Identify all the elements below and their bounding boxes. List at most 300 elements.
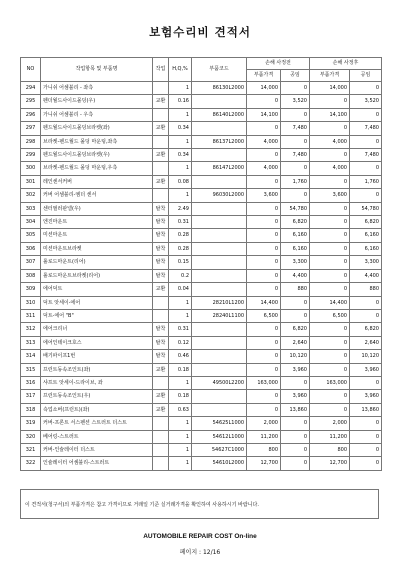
row-item: 펜드월드사이드몰딩브라켓(좌): [41, 122, 153, 135]
row-work: 탈착: [153, 323, 169, 336]
row-no: 296: [21, 108, 41, 121]
row-hqty: 1: [169, 82, 192, 95]
row-hqty: 0.28: [169, 242, 192, 255]
row-hqty: 0.46: [169, 350, 192, 363]
row-after-parts-price: 0: [310, 403, 350, 416]
row-part-code: [192, 363, 247, 376]
row-no: 297: [21, 122, 41, 135]
row-part-code: [192, 350, 247, 363]
row-no: 304: [21, 216, 41, 229]
row-hqty: 0.31: [169, 216, 192, 229]
row-before-labor: 3,960: [281, 390, 310, 403]
header-part-code: 부품코드: [192, 58, 247, 82]
row-work: [153, 108, 169, 121]
row-before-parts-price: 4,000: [247, 135, 281, 148]
table-row: [21, 189, 382, 202]
row-hqty: 1: [169, 376, 192, 389]
table-row: [21, 350, 382, 363]
row-before-labor: 0: [281, 296, 310, 309]
row-no: 318: [21, 403, 41, 416]
row-no: 306: [21, 242, 41, 255]
table-row: [21, 403, 382, 416]
row-before-parts-price: 4,000: [247, 162, 281, 175]
row-hqty: 1: [169, 162, 192, 175]
header-item: 작업항목 및 부품명: [41, 58, 153, 82]
row-hqty: 1: [169, 189, 192, 202]
row-after-labor: 880: [350, 283, 382, 296]
header-before-parts-price: 부품가격: [247, 70, 281, 82]
header-before-labor: 공임: [281, 70, 310, 82]
row-item: 에어인테이크호스: [41, 336, 153, 349]
estimate-table: [20, 57, 382, 471]
row-no: 314: [21, 350, 41, 363]
row-before-labor: 3,960: [281, 363, 310, 376]
table-row: [21, 175, 382, 188]
row-after-parts-price: 0: [310, 350, 350, 363]
row-before-labor: 0: [281, 457, 310, 470]
row-before-parts-price: 0: [247, 336, 281, 349]
row-item: 프런트동속조인트(좌): [41, 363, 153, 376]
row-part-code: 86137L2000: [192, 135, 247, 148]
row-item: 롤로드마운트(리어): [41, 256, 153, 269]
row-item: 레인센서커버: [41, 175, 153, 188]
header-after-labor: 공임: [350, 70, 382, 82]
row-part-code: 86130L2000: [192, 82, 247, 95]
row-part-code: 54610L2000: [192, 457, 247, 470]
table-row: [21, 457, 382, 470]
row-hqty: 0.08: [169, 175, 192, 188]
row-item: 에어크리너: [41, 323, 153, 336]
row-before-labor: 0: [281, 135, 310, 148]
row-work: 탈착: [153, 336, 169, 349]
document-title: 보험수리비 견적서: [149, 25, 251, 39]
row-after-parts-price: 6,500: [310, 309, 350, 322]
row-work: 탈착: [153, 242, 169, 255]
row-work: [153, 189, 169, 202]
row-work: 탈착: [153, 350, 169, 363]
row-part-code: 86140L2000: [192, 108, 247, 121]
row-before-labor: 7,480: [281, 149, 310, 162]
row-item: 커버-인슐레이터 더스트: [41, 443, 153, 456]
row-after-labor: 0: [350, 309, 382, 322]
row-work: 교환: [153, 403, 169, 416]
table-row: [21, 149, 382, 162]
row-after-labor: 0: [350, 376, 382, 389]
row-after-labor: 3,960: [350, 390, 382, 403]
row-hqty: 0.15: [169, 256, 192, 269]
row-before-labor: 7,480: [281, 122, 310, 135]
row-after-parts-price: 4,000: [310, 135, 350, 148]
row-hqty: 1: [169, 457, 192, 470]
row-after-labor: 0: [350, 296, 382, 309]
row-before-labor: 3,300: [281, 256, 310, 269]
row-before-labor: 6,820: [281, 216, 310, 229]
row-before-labor: 13,860: [281, 403, 310, 416]
row-item: 인슐레이터 어셈블리-스트러트: [41, 457, 153, 470]
row-before-parts-price: 3,600: [247, 189, 281, 202]
row-hqty: 0.34: [169, 122, 192, 135]
row-before-parts-price: 0: [247, 350, 281, 363]
row-no: 316: [21, 376, 41, 389]
row-before-labor: 0: [281, 82, 310, 95]
row-after-parts-price: 0: [310, 95, 350, 108]
row-item: 가니쉬 어셈블리 - 우측: [41, 108, 153, 121]
row-item: 펜드월드사이드몰딩브라켓(우): [41, 149, 153, 162]
row-no: 303: [21, 202, 41, 215]
row-no: 298: [21, 135, 41, 148]
row-work: [153, 296, 169, 309]
row-before-parts-price: 0: [247, 363, 281, 376]
row-before-parts-price: 0: [247, 202, 281, 215]
row-before-labor: 0: [281, 162, 310, 175]
row-after-labor: 0: [350, 82, 382, 95]
row-after-labor: 54,780: [350, 202, 382, 215]
row-hqty: 1: [169, 309, 192, 322]
estimate-rows: [21, 82, 382, 471]
table-row: [21, 443, 382, 456]
row-after-parts-price: 11,200: [310, 430, 350, 443]
table-row: [21, 162, 382, 175]
row-no: 299: [21, 149, 41, 162]
row-before-parts-price: 0: [247, 95, 281, 108]
row-work: 교환: [153, 390, 169, 403]
row-before-parts-price: 0: [247, 149, 281, 162]
row-before-parts-price: 14,100: [247, 108, 281, 121]
row-work: 교환: [153, 149, 169, 162]
table-row: [21, 390, 382, 403]
row-part-code: [192, 175, 247, 188]
row-hqty: 0.34: [169, 149, 192, 162]
table-row: [21, 417, 382, 430]
row-part-code: [192, 390, 247, 403]
row-after-parts-price: 3,600: [310, 189, 350, 202]
row-hqty: 1: [169, 108, 192, 121]
row-work: [153, 309, 169, 322]
header-after-parts-price: 부품가격: [310, 70, 350, 82]
row-before-parts-price: 800: [247, 443, 281, 456]
row-work: 교환: [153, 122, 169, 135]
row-no: 295: [21, 95, 41, 108]
row-after-parts-price: 800: [310, 443, 350, 456]
row-before-parts-price: 0: [247, 175, 281, 188]
row-item: 브라켓-펜드월드 몰딩 마운팅,좌측: [41, 135, 153, 148]
row-after-labor: 0: [350, 457, 382, 470]
row-no: 321: [21, 443, 41, 456]
row-after-labor: 4,400: [350, 269, 382, 282]
row-after-parts-price: 0: [310, 256, 350, 269]
row-part-code: [192, 149, 247, 162]
row-after-labor: 6,160: [350, 229, 382, 242]
table-row: [21, 309, 382, 322]
row-after-parts-price: 2,000: [310, 417, 350, 430]
row-item: 베어링-스트러트: [41, 430, 153, 443]
table-row: [21, 242, 382, 255]
row-before-parts-price: 0: [247, 390, 281, 403]
row-before-parts-price: 11,200: [247, 430, 281, 443]
row-part-code: [192, 256, 247, 269]
row-no: 310: [21, 296, 41, 309]
row-work: 탈착: [153, 202, 169, 215]
row-after-labor: 7,480: [350, 149, 382, 162]
table-row: [21, 269, 382, 282]
row-before-parts-price: 0: [247, 229, 281, 242]
row-part-code: [192, 229, 247, 242]
row-before-labor: 6,160: [281, 229, 310, 242]
row-after-labor: 3,300: [350, 256, 382, 269]
row-work: 탈착: [153, 256, 169, 269]
row-after-parts-price: 0: [310, 149, 350, 162]
row-no: 315: [21, 363, 41, 376]
row-work: 교환: [153, 175, 169, 188]
row-item: 미션마운트브라켓: [41, 242, 153, 255]
table-row: [21, 202, 382, 215]
row-before-labor: 1,760: [281, 175, 310, 188]
row-hqty: 2.49: [169, 202, 192, 215]
row-item: 펜더월드사이드몰딩(우): [41, 95, 153, 108]
row-work: [153, 457, 169, 470]
row-after-parts-price: 0: [310, 242, 350, 255]
row-work: [153, 162, 169, 175]
row-part-code: [192, 216, 247, 229]
row-before-parts-price: 0: [247, 269, 281, 282]
row-item: 커버-프론트 서스펜션 스트러트 더스트: [41, 417, 153, 430]
row-after-parts-price: 0: [310, 390, 350, 403]
row-part-code: [192, 242, 247, 255]
row-part-code: 54625L1000: [192, 417, 247, 430]
table-row: [21, 135, 382, 148]
row-part-code: [192, 95, 247, 108]
row-before-parts-price: 2,000: [247, 417, 281, 430]
row-no: 313: [21, 336, 41, 349]
row-work: [153, 443, 169, 456]
row-part-code: [192, 323, 247, 336]
row-after-parts-price: 0: [310, 229, 350, 242]
row-after-parts-price: 0: [310, 202, 350, 215]
row-before-parts-price: 0: [247, 216, 281, 229]
row-hqty: 0.18: [169, 363, 192, 376]
row-part-code: 96030L2000: [192, 189, 247, 202]
row-before-labor: 0: [281, 189, 310, 202]
row-no: 320: [21, 430, 41, 443]
row-hqty: 1: [169, 135, 192, 148]
row-no: 322: [21, 457, 41, 470]
row-hqty: 0.2: [169, 269, 192, 282]
row-after-labor: 3,960: [350, 363, 382, 376]
row-after-labor: 13,860: [350, 403, 382, 416]
row-work: [153, 82, 169, 95]
row-after-labor: 2,640: [350, 336, 382, 349]
row-before-parts-price: 0: [247, 283, 281, 296]
row-work: 탈착: [153, 216, 169, 229]
row-item: 브라켓-펜드월드 몰딩 마운팅,우측: [41, 162, 153, 175]
row-before-parts-price: 12,700: [247, 457, 281, 470]
row-before-labor: 0: [281, 108, 310, 121]
row-no: 305: [21, 229, 41, 242]
row-no: 309: [21, 283, 41, 296]
table-row: [21, 376, 382, 389]
row-hqty: 0.28: [169, 229, 192, 242]
row-before-parts-price: 0: [247, 122, 281, 135]
row-part-code: [192, 336, 247, 349]
header-hqty: H,Q,%: [169, 58, 192, 82]
table-row: [21, 95, 382, 108]
row-before-parts-price: 14,400: [247, 296, 281, 309]
row-hqty: 1: [169, 443, 192, 456]
table-row: [21, 82, 382, 95]
row-after-parts-price: 163,000: [310, 376, 350, 389]
row-hqty: 0.31: [169, 323, 192, 336]
row-no: 307: [21, 256, 41, 269]
table-row: [21, 256, 382, 269]
row-hqty: 0.16: [169, 95, 192, 108]
row-part-code: 54627C1000: [192, 443, 247, 456]
row-after-parts-price: 0: [310, 175, 350, 188]
row-part-code: 86147L2000: [192, 162, 247, 175]
row-no: 317: [21, 390, 41, 403]
row-no: 301: [21, 175, 41, 188]
row-no: 311: [21, 309, 41, 322]
row-no: 319: [21, 417, 41, 430]
row-before-labor: 3,520: [281, 95, 310, 108]
row-part-code: 49500L2200: [192, 376, 247, 389]
row-after-parts-price: 0: [310, 323, 350, 336]
row-before-labor: 10,120: [281, 350, 310, 363]
row-item: 엔진마운트: [41, 216, 153, 229]
row-work: [153, 376, 169, 389]
row-hqty: 1: [169, 296, 192, 309]
row-before-labor: 0: [281, 417, 310, 430]
row-before-labor: 880: [281, 283, 310, 296]
row-work: 교환: [153, 95, 169, 108]
row-item: 롤로드마운트브라켓(리어): [41, 269, 153, 282]
row-after-labor: 6,160: [350, 242, 382, 255]
row-item: 에어덕트: [41, 283, 153, 296]
row-before-parts-price: 163,000: [247, 376, 281, 389]
header-no: NO: [21, 58, 41, 82]
page-number: 페이지 : 12/16: [179, 549, 221, 556]
row-item: 덕트 앗세이-에어: [41, 296, 153, 309]
row-before-labor: 0: [281, 430, 310, 443]
row-before-labor: 6,160: [281, 242, 310, 255]
row-after-labor: 0: [350, 443, 382, 456]
row-work: [153, 417, 169, 430]
row-after-parts-price: 0: [310, 122, 350, 135]
row-before-parts-price: 0: [247, 403, 281, 416]
table-row: [21, 363, 382, 376]
row-part-code: [192, 122, 247, 135]
row-item: 프런트동속조인트(우): [41, 390, 153, 403]
row-before-parts-price: 0: [247, 242, 281, 255]
row-before-labor: 0: [281, 443, 310, 456]
row-part-code: [192, 283, 247, 296]
row-after-labor: 0: [350, 135, 382, 148]
row-hqty: 0.63: [169, 403, 192, 416]
row-after-labor: 3,520: [350, 95, 382, 108]
row-after-labor: 7,480: [350, 122, 382, 135]
table-row: [21, 336, 382, 349]
row-before-labor: 0: [281, 376, 310, 389]
row-hqty: 0.04: [169, 283, 192, 296]
row-work: 탈착: [153, 269, 169, 282]
row-hqty: 0.18: [169, 390, 192, 403]
row-item: 배기파이프1번: [41, 350, 153, 363]
row-after-parts-price: 0: [310, 336, 350, 349]
row-part-code: [192, 403, 247, 416]
row-no: 312: [21, 323, 41, 336]
row-work: 탈착: [153, 229, 169, 242]
row-part-code: 28210L1200: [192, 296, 247, 309]
row-after-labor: 6,820: [350, 323, 382, 336]
row-item: 미션마운트: [41, 229, 153, 242]
row-after-labor: 0: [350, 162, 382, 175]
row-before-parts-price: 6,500: [247, 309, 281, 322]
table-row: [21, 283, 382, 296]
row-no: 294: [21, 82, 41, 95]
row-part-code: 54612L1000: [192, 430, 247, 443]
row-item: 가니쉬 어셈블리 - 좌측: [41, 82, 153, 95]
row-after-parts-price: 0: [310, 216, 350, 229]
row-no: 302: [21, 189, 41, 202]
row-part-code: 28240L1100: [192, 309, 247, 322]
table-row: [21, 108, 382, 121]
row-after-parts-price: 14,400: [310, 296, 350, 309]
row-no: 300: [21, 162, 41, 175]
table-row: [21, 122, 382, 135]
table-row: [21, 216, 382, 229]
row-work: 교환: [153, 283, 169, 296]
header-before-adjustment: 손해 사정전: [247, 58, 310, 70]
row-work: [153, 430, 169, 443]
row-before-labor: 4,400: [281, 269, 310, 282]
row-before-labor: 6,820: [281, 323, 310, 336]
row-after-labor: 0: [350, 108, 382, 121]
row-hqty: 0.12: [169, 336, 192, 349]
row-item: 덕트-에어 "B": [41, 309, 153, 322]
row-before-labor: 54,780: [281, 202, 310, 215]
row-no: 308: [21, 269, 41, 282]
row-after-labor: 0: [350, 430, 382, 443]
row-after-parts-price: 0: [310, 363, 350, 376]
row-after-parts-price: 14,100: [310, 108, 350, 121]
row-hqty: 1: [169, 430, 192, 443]
row-before-parts-price: 14,000: [247, 82, 281, 95]
row-work: 교환: [153, 363, 169, 376]
row-item: 커버 어셈블리-엠더 센서: [41, 189, 153, 202]
row-after-parts-price: 4,000: [310, 162, 350, 175]
row-after-parts-price: 0: [310, 269, 350, 282]
row-after-labor: 6,820: [350, 216, 382, 229]
row-before-parts-price: 0: [247, 256, 281, 269]
row-after-labor: 0: [350, 417, 382, 430]
row-after-parts-price: 14,000: [310, 82, 350, 95]
row-before-labor: 2,640: [281, 336, 310, 349]
row-before-parts-price: 0: [247, 323, 281, 336]
row-after-labor: 0: [350, 189, 382, 202]
row-after-labor: 1,760: [350, 175, 382, 188]
table-row: [21, 229, 382, 242]
row-after-labor: 10,120: [350, 350, 382, 363]
row-part-code: [192, 202, 247, 215]
table-row: [21, 296, 382, 309]
row-part-code: [192, 269, 247, 282]
row-before-labor: 0: [281, 309, 310, 322]
table-row: [21, 430, 382, 443]
row-item: 쇽업소버(프런트)(좌): [41, 403, 153, 416]
header-work: 작업: [153, 58, 169, 82]
row-item: 센터필러판넬(우): [41, 202, 153, 215]
row-after-parts-price: 12,700: [310, 457, 350, 470]
price-notice: 이 견적서(청구서)의 부품가격은 참고 가격이므로 거래일 기준 실거래가격을 확인하여 사용하시기 바랍니다.: [20, 489, 379, 519]
